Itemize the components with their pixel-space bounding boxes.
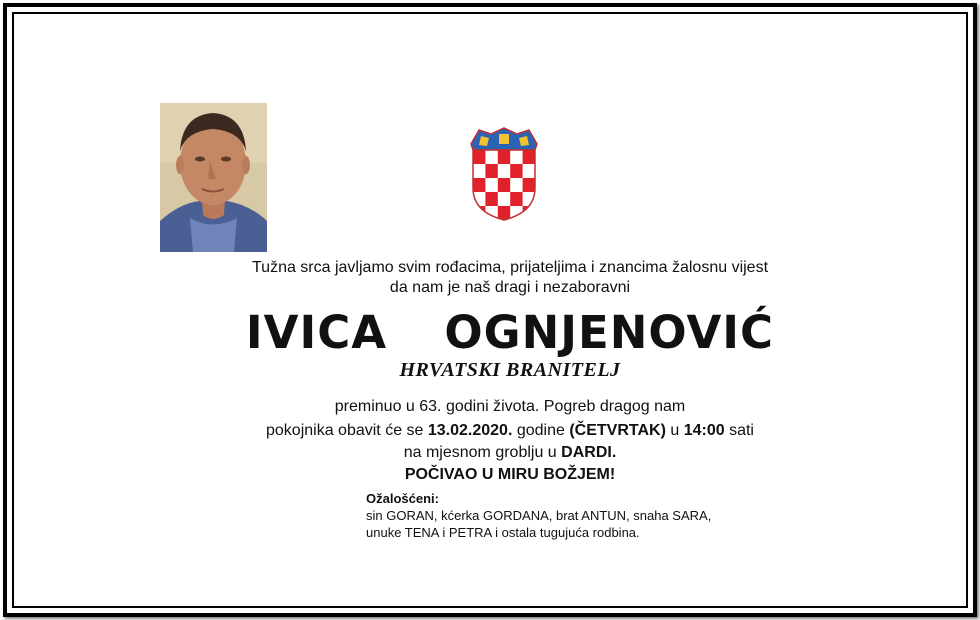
mourners-line-2: unuke TENA i PETRA i ostala tugujuća rodbina. xyxy=(366,525,640,540)
funeral-time: 14:00 xyxy=(683,422,725,439)
portrait-photo xyxy=(160,103,267,252)
mourners-label: Ožalošćeni: xyxy=(366,491,439,506)
funeral-text-1: pokojnika obavit će se xyxy=(266,422,428,439)
funeral-date: 13.02.2020. xyxy=(427,422,513,439)
deceased-name xyxy=(180,305,840,361)
cemetery-place: DARDI. xyxy=(561,444,617,461)
funeral-text-2: godine xyxy=(512,422,570,439)
cemetery-text: na mjesnom groblju u xyxy=(403,444,562,461)
intro-line-1: Tužna srca javljamo svim rođacima, prijateljima i znancima žalosnu vijest xyxy=(251,259,769,276)
mourners-block xyxy=(366,490,826,541)
deceased-title: HRVATSKI BRANITELJ xyxy=(399,359,621,381)
deceased-name-text: IVICA OGNJENOVIĆ xyxy=(245,306,775,359)
intro-line-2: da nam je naš dragi i nezaboravni xyxy=(389,279,631,296)
funeral-details-line xyxy=(180,420,840,442)
funeral-day: (ČETVRTAK) xyxy=(569,422,666,439)
death-details-line: preminuo u 63. godini života. Pogreb dragog nam xyxy=(334,398,686,415)
cemetery-line xyxy=(180,442,840,464)
mourners-line-1: sin GORAN, kćerka GORDANA, brat ANTUN, snaha SARA, xyxy=(366,508,712,523)
coat-of-arms-icon xyxy=(467,126,541,222)
closing-prayer: POČIVAO U MIRU BOŽJEM! xyxy=(404,466,616,483)
funeral-text-3: u xyxy=(665,422,684,439)
funeral-text-4: sati xyxy=(724,422,754,439)
